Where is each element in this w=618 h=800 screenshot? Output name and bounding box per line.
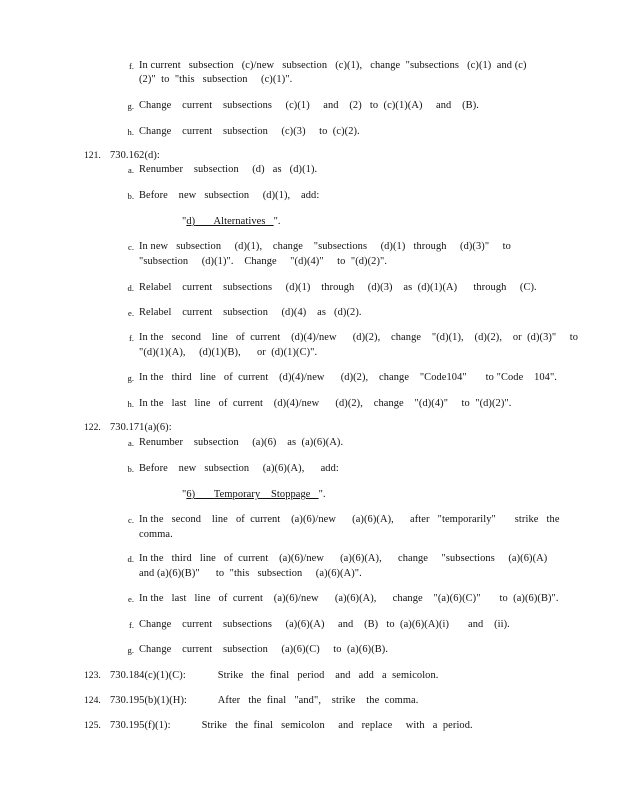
insert-close-quote: ". — [318, 489, 326, 500]
section-reference: 730.195(b)(1)(H): — [110, 695, 188, 706]
inserted-heading — [182, 216, 281, 228]
insert-designation: 6) — [186, 489, 196, 500]
item-marker: b. — [127, 464, 134, 474]
item-text-line: In current subsection (c)/new subsection (c)(1), change "subsections (c)(1) and (c) — [139, 60, 527, 71]
section-reference: 730.195(f)(1): — [110, 720, 171, 731]
insert-underlined-heading — [186, 489, 318, 500]
item-marker: g. — [127, 101, 134, 111]
item-text-line: and (a)(6)(B)" to "this subsection (a)(6)(A)". — [139, 568, 362, 579]
item-marker: a. — [128, 438, 134, 448]
item-marker: g. — [127, 645, 134, 655]
item-text-line: In new subsection (d)(1), change "subsections (d)(1) through (d)(3)" to — [139, 241, 511, 252]
item-text-line: In the last line of current (d)(4)/new (d)(2), change "(d)(4)" to "(d)(2)". — [139, 398, 512, 409]
item-marker: h. — [127, 399, 134, 409]
item-text-line: Before new subsection (a)(6)(A), add: — [139, 463, 339, 474]
item-marker: h. — [127, 127, 134, 137]
item-marker: f. — [128, 620, 134, 630]
item-marker: d. — [127, 554, 134, 564]
section-number: 122. — [84, 422, 101, 433]
section-number: 123. — [84, 670, 101, 681]
item-marker: c. — [128, 242, 134, 252]
section-number: 125. — [84, 720, 101, 731]
section-instruction: Strike the final period and add a semicolon. — [217, 670, 439, 681]
section-reference: 730.162(d): — [110, 150, 160, 161]
item-text-line: Renumber subsection (a)(6) as (a)(6)(A). — [139, 437, 344, 448]
insert-title: Temporary Stoppage — [213, 489, 311, 500]
item-text-line: Before new subsection (d)(1), add: — [139, 190, 320, 201]
item-text-line: Change current subsections (a)(6)(A) and (B) to (a)(6)(A)(i) and (ii). — [139, 619, 510, 630]
item-text-line: Renumber subsection (d) as (d)(1). — [139, 164, 318, 175]
insert-open-quote: " — [182, 489, 187, 500]
section-number: 124. — [84, 695, 101, 706]
item-marker: c. — [128, 515, 134, 525]
item-text-line: In the second line of current (a)(6)/new (a)(6)(A), after "temporarily" strike the — [139, 514, 560, 525]
insert-trailing-gap — [311, 489, 319, 500]
section-reference: 730.184(c)(1)(C): — [110, 670, 186, 681]
item-text-line: In the second line of current (d)(4)/new (d)(2), change "(d)(1), (d)(2), or (d)(3)" to — [139, 332, 579, 343]
item-text-line: "subsection (d)(1)". Change "(d)(4)" to "(d)(2)". — [139, 256, 388, 267]
insert-designation: d) — [186, 216, 196, 227]
insert-gap — [195, 489, 214, 500]
insert-title: Alternatives — [213, 216, 266, 227]
item-marker: f. — [128, 333, 134, 343]
item-text-line: In the last line of current (a)(6)/new (a)(6)(A), change "(a)(6)(C)" to (a)(6)(B)". — [139, 593, 559, 604]
insert-gap — [195, 216, 213, 227]
item-text-line: Change current subsections (c)(1) and (2) to (c)(1)(A) and (B). — [139, 100, 479, 111]
item-marker: f. — [128, 61, 134, 71]
insert-underlined-heading — [186, 216, 273, 227]
insert-open-quote: " — [182, 216, 187, 227]
section-number: 121. — [84, 150, 101, 161]
item-marker: b. — [127, 191, 134, 201]
section-instruction: Strike the final semicolon and replace with a period. — [201, 720, 473, 731]
item-text-line: In the third line of current (d)(4)/new (d)(2), change "Code104" to "Code 104". — [139, 372, 557, 383]
item-marker: a. — [128, 165, 134, 175]
item-text-line: (2)" to "this subsection (c)(1)". — [139, 74, 293, 85]
item-text-line: Relabel current subsection (d)(4) as (d)(2). — [139, 307, 362, 318]
item-marker: e. — [128, 308, 134, 318]
item-marker: e. — [128, 594, 134, 604]
inserted-heading — [182, 489, 326, 501]
item-text-line: In the third line of current (a)(6)/new (a)(6)(A), change "subsections (a)(6)(A) — [139, 553, 548, 564]
insert-trailing-gap — [266, 216, 274, 227]
item-marker: d. — [127, 283, 134, 293]
item-text-line: "(d)(1)(A), (d)(1)(B), or (d)(1)(C)". — [139, 347, 318, 358]
item-text-line: Relabel current subsections (d)(1) through (d)(3) as (d)(1)(A) through (C). — [139, 282, 537, 293]
item-text-line: Change current subsection (c)(3) to (c)(2). — [139, 126, 360, 137]
item-text-line: comma. — [139, 529, 173, 540]
item-marker: g. — [127, 373, 134, 383]
insert-close-quote: ". — [273, 216, 281, 227]
item-text-line: Change current subsection (a)(6)(C) to (a)(6)(B). — [139, 644, 389, 655]
section-reference: 730.171(a)(6): — [110, 422, 172, 433]
section-instruction: After the final "and", strike the comma. — [217, 695, 419, 706]
